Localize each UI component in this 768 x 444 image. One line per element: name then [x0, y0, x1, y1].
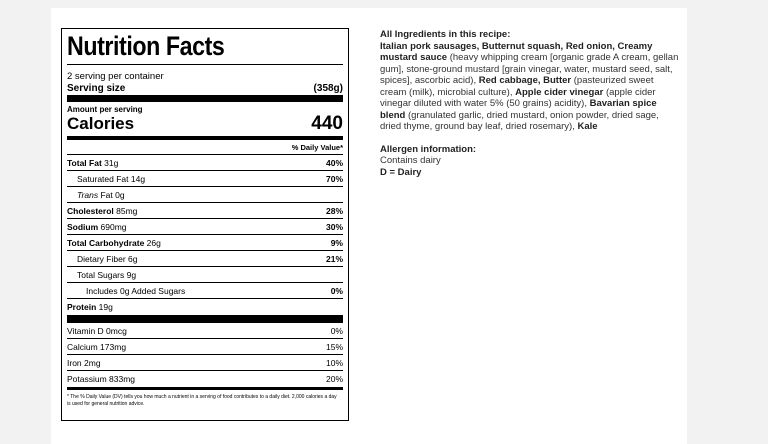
serving-size-label: Serving size	[67, 83, 126, 94]
vitamin-dv: 0%	[330, 325, 343, 336]
nutrient-amount: 31g	[104, 157, 119, 168]
ingredient-name: Kale	[577, 121, 598, 132]
vitamin-row-calcium	[67, 339, 343, 355]
nutrient-dv: 70%	[325, 173, 343, 184]
nutrient-row-saturated-fat	[67, 171, 343, 187]
nutrition-facts-label	[61, 28, 349, 421]
vitamin-dv: 10%	[325, 357, 343, 368]
nutrient-row-protein	[67, 299, 343, 315]
nutrient-amount: 85mg	[116, 205, 138, 216]
divider-thick	[67, 95, 343, 102]
daily-value-footnote: * The % Daily Value (DV) tells you how much a nutrient in a serving of food contributes to a daily diet. 2,000 calories a day is used for general nutrition advice.	[67, 394, 337, 407]
divider	[67, 64, 343, 65]
nutrient-row-cholesterol	[67, 203, 343, 219]
nutrient-name: Sodium	[67, 221, 99, 232]
nutrient-row-total-sugars	[67, 267, 343, 283]
calories-label: Calories	[67, 114, 135, 133]
nutrient-amount: 26g	[146, 237, 161, 248]
vitamin-dv: 20%	[325, 374, 343, 384]
nutrient-row-dietary-fiber	[67, 251, 343, 267]
vitamin-row-vitamin-d	[67, 323, 343, 339]
nutrient-dv: 21%	[325, 253, 343, 264]
nutrient-dv: 9%	[330, 237, 343, 248]
nutrition-facts-title: Nutrition Facts	[67, 31, 225, 61]
servings-per-container: 2 serving per container	[67, 71, 164, 82]
calories-value: 440	[311, 113, 343, 134]
nutrient-row-added-sugars	[67, 283, 343, 299]
daily-value-header: % Daily Value*	[67, 140, 343, 155]
nutrient-amount: 14g	[130, 173, 146, 184]
nutrient-dv: 28%	[325, 205, 343, 216]
serving-size-row	[67, 83, 343, 94]
nutrient-amount: 9g	[126, 269, 137, 280]
nutrient-row-total-fat	[67, 155, 343, 171]
nutrient-name: Dietary Fiber	[77, 253, 126, 264]
page-scrollbar[interactable]	[758, 0, 768, 444]
nutrient-amount: 690mg	[100, 221, 127, 232]
ingredient-detail: (pasteurized sweet cream (milk), microbial culture),	[380, 75, 654, 98]
ingredient-detail: (apple cider vinegar diluted with water 5% (50 grains) acidity),	[380, 86, 656, 109]
recipe-nutrition-card	[51, 8, 687, 444]
calories-row	[67, 113, 343, 135]
ingredient-name: Apple cider vinegar	[515, 86, 604, 98]
allergen-key: D = Dairy	[380, 166, 422, 178]
vitamin-row-potassium	[67, 371, 343, 387]
nutrient-name: Cholesterol	[67, 205, 114, 216]
ingredient-detail: (granulated garlic, dried mustard, onion powder, dried sage, dried thyme, ground bay leaf, dried rosemary),	[380, 109, 659, 132]
ingredient-name: Italian pork sausages, Butternut squash, Red onion, Creamy mustard sauce	[380, 40, 653, 63]
nutrient-row-total-carbohydrate	[67, 235, 343, 251]
nutrient-amount: 6g	[128, 253, 138, 264]
vitamin-name: Vitamin D 0mcg	[67, 325, 127, 336]
nutrient-amount: 19g	[98, 302, 113, 312]
vitamin-dv: 15%	[325, 341, 343, 352]
vitamin-name: Iron 2mg	[67, 357, 101, 368]
nutrient-dv: 0%	[330, 285, 343, 296]
nutrient-row-trans-fat	[67, 187, 343, 203]
nutrient-dv: 30%	[325, 221, 343, 232]
nutrient-name: Total Sugars	[77, 269, 125, 280]
nutrient-name: Saturated Fat	[77, 173, 129, 184]
nutrient-name: Total Carbohydrate	[67, 237, 145, 248]
allergen-section	[380, 144, 680, 179]
amount-per-serving: Amount per serving	[67, 105, 143, 114]
nutrient-name: Includes 0g Added Sugars	[86, 285, 186, 296]
serving-size-value: (358g)	[313, 83, 343, 94]
nutrient-name: Total Fat	[67, 157, 102, 168]
nutrient-amount: Fat 0g	[100, 189, 125, 200]
divider-thick	[67, 315, 343, 323]
nutrient-dv: 40%	[325, 157, 343, 168]
ingredients-panel	[380, 29, 680, 178]
vitamin-name: Calcium 173mg	[67, 341, 127, 352]
allergen-heading: Allergen information:	[380, 143, 477, 155]
ingredient-name: Bavarian spice blend	[380, 98, 657, 121]
ingredients-list	[380, 41, 680, 133]
ingredients-heading: All Ingredients in this recipe:	[380, 29, 511, 40]
vitamin-name: Potassium 833mg	[67, 374, 136, 384]
ingredient-detail: (heavy whipping cream [organic grade A cream, gellan gum], stone-ground mustard [grain vinegar, water, mustard seed, salt, spices], ascorbic acid),	[380, 52, 679, 86]
nutrient-name: Protein	[67, 302, 97, 312]
vitamin-row-iron	[67, 355, 343, 371]
ingredient-name: Red cabbage, Butter	[478, 75, 572, 86]
nutrient-name: Trans	[77, 189, 99, 200]
divider-medium	[67, 387, 343, 390]
nutrient-row-sodium	[67, 219, 343, 235]
allergen-contains: Contains dairy	[380, 155, 441, 166]
